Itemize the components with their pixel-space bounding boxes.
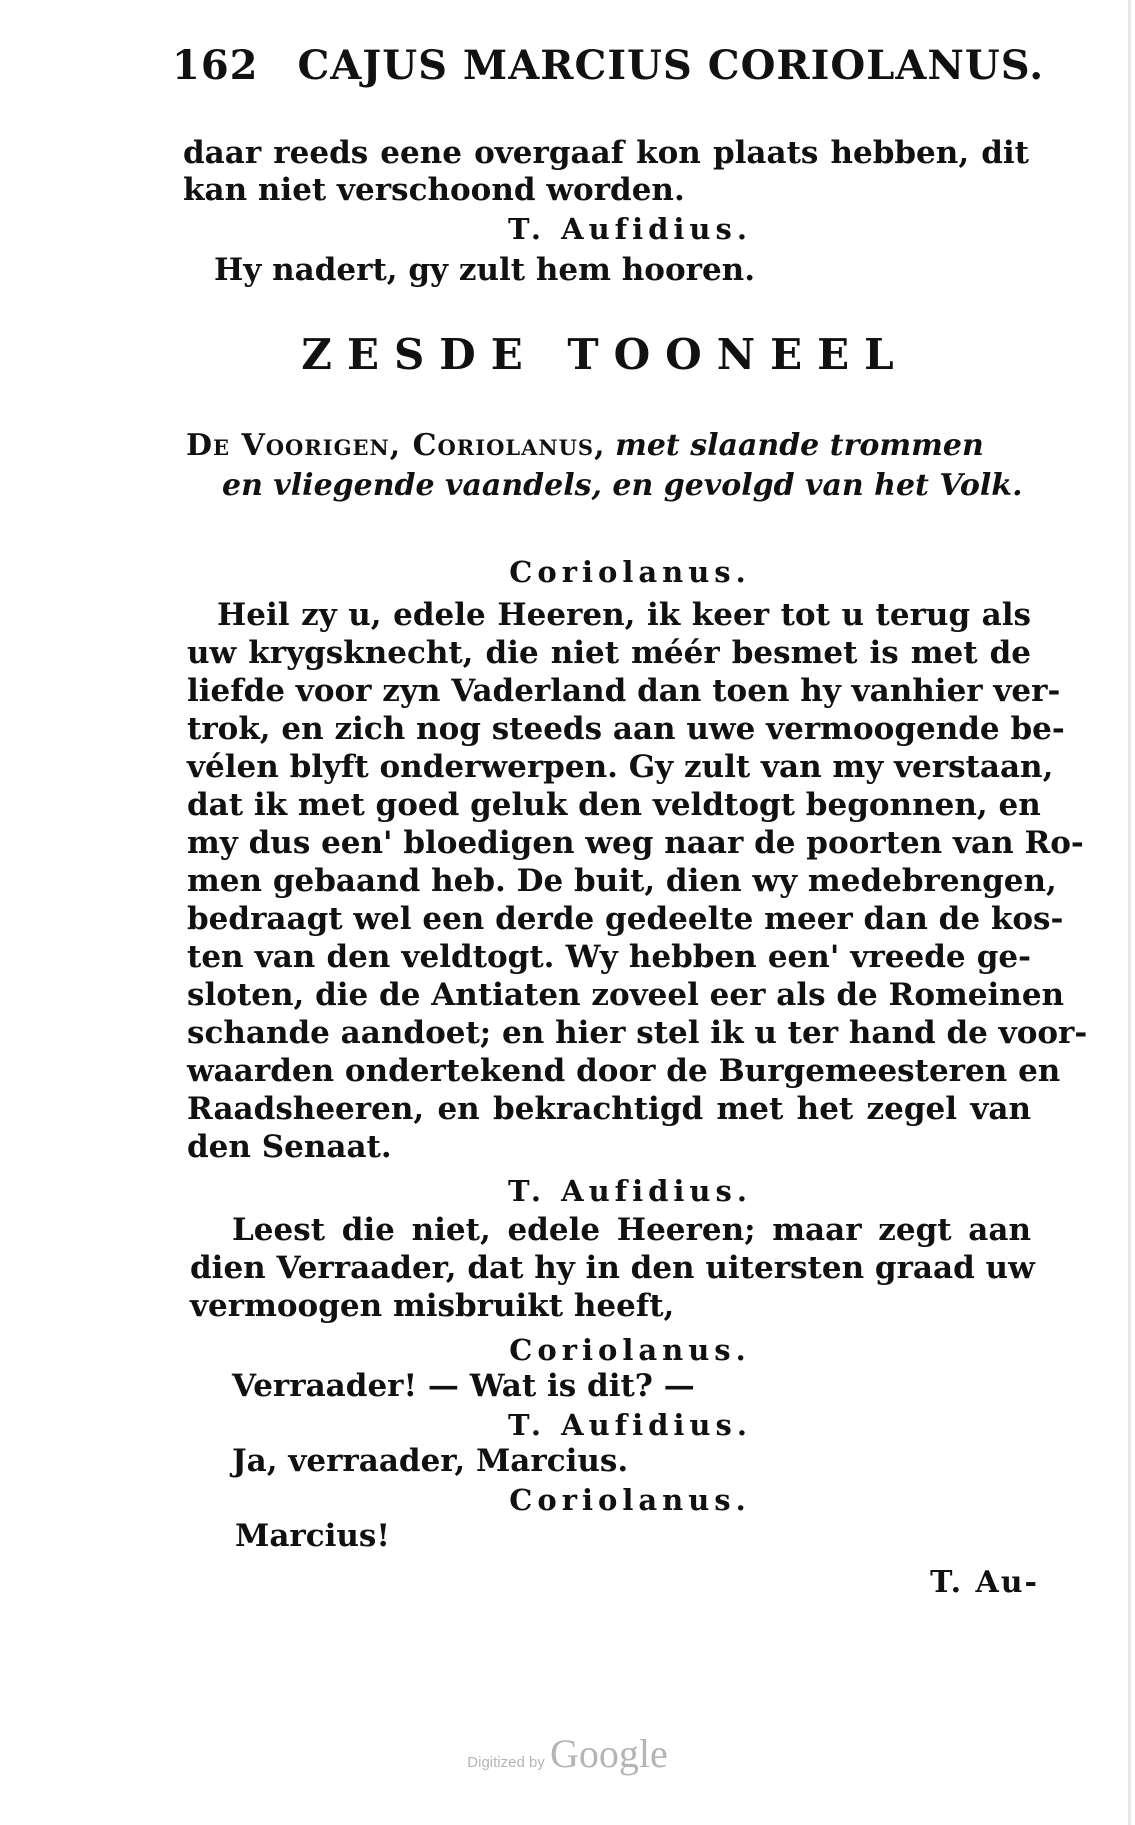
- speaker-name: T. Aufidius.: [508, 1174, 752, 1208]
- text-line: sloten, die de Antiaten zoveel eer als de Romeinen: [187, 977, 1065, 1013]
- running-header: [172, 42, 1045, 89]
- text-line: daar reeds eene overgaaf kon plaats hebben, dit: [183, 135, 1029, 171]
- watermark-brand: Google: [549, 1731, 668, 1776]
- text-line: Raadsheeren, en bekrachtigd met het zegel van: [187, 1091, 1031, 1127]
- text-line: kan niet verschoond worden.: [183, 172, 685, 208]
- catchword: T. Au-: [930, 1565, 1039, 1600]
- text-line: Ja, verraader, Marcius.: [232, 1443, 629, 1479]
- digitization-watermark: [0, 1730, 1135, 1777]
- stage-direction-line: en vliegende vaandels, en gevolgd van het Volk.: [222, 468, 1023, 503]
- text-line: ten van den veldtogt. Wy hebben een' vreede ge-: [187, 939, 1031, 975]
- text-line: men gebaand heb. De buit, dien wy medebrengen,: [187, 863, 1057, 899]
- text-line: Leest die niet, edele Heeren; maar zegt aan: [232, 1212, 1031, 1248]
- page-edge: [1128, 0, 1131, 1825]
- text-line: Heil zy u, edele Heeren, ik keer tot u terug als: [217, 597, 1031, 633]
- text-line: bedraagt wel een derde gedeelte meer dan de kos-: [187, 901, 1064, 937]
- stage-characters: De Voorigen, Coriolanus,: [186, 428, 606, 463]
- watermark-prefix: Digitized by: [467, 1754, 545, 1771]
- page-number: 162: [172, 42, 259, 89]
- text-line: liefde voor zyn Vaderland dan toen hy vanhier ver-: [187, 673, 1061, 709]
- speaker-name: Coriolanus.: [509, 555, 751, 589]
- text-line: vermoogen misbruikt heeft,: [190, 1288, 675, 1324]
- text-line: dien Verraader, dat hy in den uitersten graad uw: [190, 1250, 1035, 1286]
- speaker-name: Coriolanus.: [509, 1333, 751, 1367]
- text-line: trok, en zich nog steeds aan uwe vermoogende be-: [187, 711, 1065, 747]
- speaker-name: T. Aufidius.: [508, 212, 752, 246]
- text-line: dat ik met goed geluk den veldtogt begonnen, en: [187, 787, 1041, 823]
- scene-title: ZESDE TOONEEL: [301, 330, 909, 379]
- stage-direction-italic: met slaande trommen: [615, 428, 984, 463]
- speaker-name: T. Aufidius.: [508, 1408, 752, 1442]
- text-line: uw krygsknecht, die niet méér besmet is met de: [187, 635, 1031, 671]
- text-line: waarden ondertekend door de Burgemeesteren en: [187, 1053, 1061, 1089]
- text-line: den Senaat.: [187, 1129, 392, 1165]
- text-line: schande aandoet; en hier stel ik u ter hand de voor-: [187, 1015, 1088, 1051]
- speaker-name: Coriolanus.: [509, 1483, 751, 1517]
- text-line: Verraader! — Wat is dit? —: [232, 1368, 695, 1404]
- text-line: my dus een' bloedigen weg naar de poorten van Ro-: [187, 825, 1084, 861]
- text-line: Hy nadert, gy zult hem hooren.: [214, 252, 756, 288]
- text-line: vélen blyft onderwerpen. Gy zult van my verstaan,: [187, 749, 1054, 785]
- text-line: Marcius!: [235, 1518, 390, 1554]
- stage-direction-line: [186, 428, 984, 463]
- running-title: CAJUS MARCIUS CORIOLANUS.: [297, 42, 1045, 89]
